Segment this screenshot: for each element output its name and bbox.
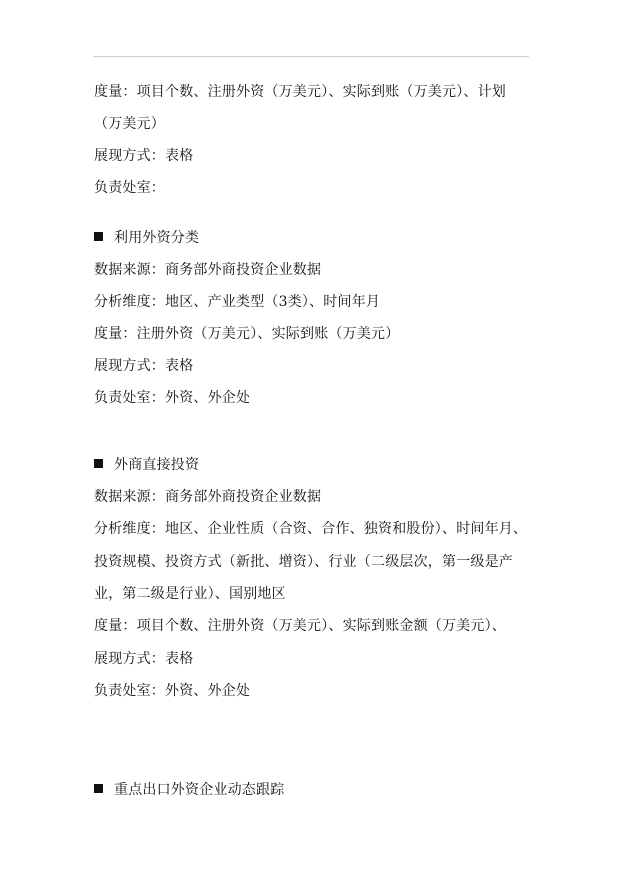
analysis-dimension-line-3: 业，第二级是行业）、国别地区 [94,586,286,602]
analysis-dimension: 分析维度：地区、产业类型（3类）、时间年月 [94,294,381,310]
analysis-dimension-line-1: 分析维度：地区、企业性质（合资、合作、独资和股份）、时间年月、 [94,521,528,537]
section-heading-key-export-enterprise-tracking [94,781,284,799]
data-source: 数据来源：商务部外商投资企业数据 [94,262,322,278]
section-heading-text: 外商直接投资 [114,457,200,473]
responsible-office: 负责处室：外资、外企处 [94,683,251,699]
measure-line-2: （万美元） [94,116,165,132]
section-heading-foreign-investment-classification [94,229,199,247]
analysis-dimension-line-2: 投资规模、投资方式（新批、增资）、行业（二级层次，第一级是产 [94,554,513,570]
measure-line-1: 度量：项目个数、注册外资（万美元）、实际到账（万美元）、计划 [94,84,506,100]
section-heading-foreign-direct-investment [94,456,199,474]
section-heading-text: 重点出口外资企业动态跟踪 [114,782,285,798]
measure: 度量：项目个数、注册外资（万美元）、实际到账金额（万美元）、 [94,618,506,634]
measure: 度量：注册外资（万美元）、实际到账（万美元） [94,326,400,342]
section-heading-text: 利用外资分类 [114,230,200,246]
responsible-office: 负责处室：外资、外企处 [94,390,251,406]
responsible-office: 负责处室： [94,180,165,196]
display-mode: 展现方式：表格 [94,358,194,374]
square-bullet-icon [94,459,103,468]
square-bullet-icon [94,232,103,241]
display-mode: 展现方式：表格 [94,148,194,164]
display-mode: 展现方式：表格 [94,651,194,667]
data-source: 数据来源：商务部外商投资企业数据 [94,489,322,505]
square-bullet-icon [94,784,103,793]
header-rule [93,56,529,57]
